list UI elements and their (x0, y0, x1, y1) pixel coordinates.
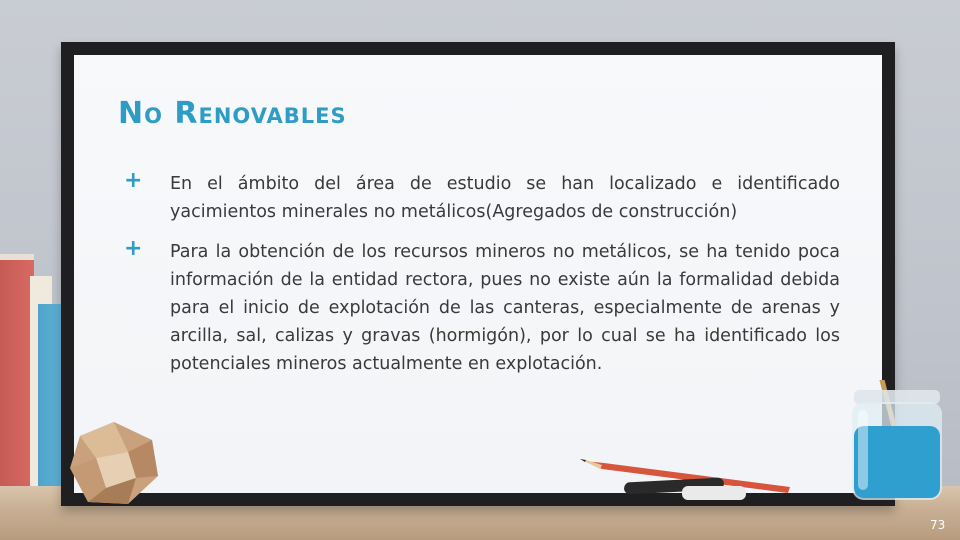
plus-icon: + (124, 168, 143, 193)
bullet-text: Para la obtención de los recursos mineros no metálicos, se ha tenido poca información de la entidad rectora, pues no existe aún la formalidad debida para el inicio de explotación de las canteras, especialmente de arenas y arcilla, sal, calizas y gravas (hormigón), por lo cual se ha identificado los potenciales mineros actualmente en explotación. (170, 242, 840, 374)
slide-title: No Renovables (118, 96, 347, 131)
plus-icon: + (124, 236, 143, 261)
wooden-polyhedron-icon (66, 418, 162, 508)
book-red (0, 254, 34, 510)
paint-jar-icon (848, 380, 946, 504)
bullet-text: En el ámbito del área de estudio se han localizado e identificado yacimientos minerales no metálicos(Agregados de construcción) (170, 174, 840, 222)
page-number: 73 (930, 518, 946, 532)
bullet-item (124, 170, 840, 226)
eraser-icon (682, 486, 746, 500)
bullet-list (124, 170, 840, 390)
bullet-item (124, 238, 840, 378)
